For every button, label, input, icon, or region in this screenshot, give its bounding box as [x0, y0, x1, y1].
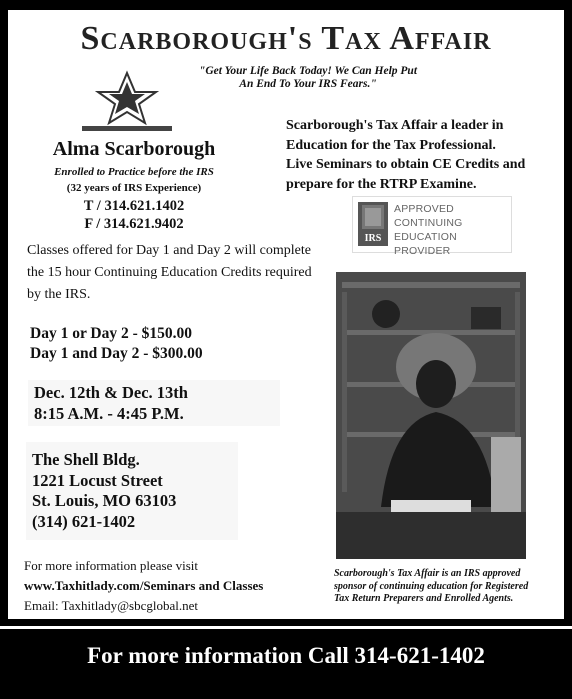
classes-line-3: by the IRS. — [27, 287, 91, 302]
address-phone: (314) 621-1402 — [32, 511, 136, 531]
footer-divider — [0, 626, 572, 629]
flyer-page — [8, 10, 564, 619]
price-single-day: Day 1 or Day 2 - $150.00 — [30, 325, 193, 342]
more-info-label: For more information please visit — [24, 558, 199, 573]
tagline — [128, 65, 488, 91]
company-logo — [82, 70, 172, 136]
tagline-line-1: "Get Your Life Back Today! We Can Help Put — [198, 65, 418, 77]
portrait-photo — [336, 272, 526, 559]
footer-call-text: For more information Call 314-621-1402 — [87, 643, 485, 668]
address-street: 1221 Locust Street — [32, 470, 163, 490]
irs-logo-text: IRS — [364, 233, 382, 244]
experience-text: (32 years of IRS Experience) — [66, 182, 202, 194]
classes-description — [27, 240, 327, 306]
sponsor-note — [334, 568, 564, 606]
pricing — [30, 324, 270, 364]
intro-text — [286, 116, 558, 194]
schedule — [28, 380, 280, 426]
enrolled-text: Enrolled to Practice before the IRS — [54, 166, 214, 178]
sponsor-line-1: Scarborough's Tax Affair is an IRS approved — [334, 568, 521, 579]
sponsor-line-2: sponsor of continuing education for Registered — [334, 580, 529, 592]
email-link[interactable]: Email: Taxhitlady@sbcglobal.net — [24, 598, 199, 613]
intro-line-3: Live Seminars to obtain CE Credits and — [286, 157, 526, 172]
sponsor-line-3: Tax Return Preparers and Enrolled Agents. — [334, 593, 514, 604]
contact-name: Alma Scarborough — [52, 138, 216, 160]
address-city: St. Louis, MO 63103 — [32, 491, 177, 510]
badge-text — [394, 202, 509, 258]
classes-line-2: the 15 hour Continuing Education Credits required — [27, 265, 312, 280]
page-title: Scarborough's Tax Affair — [80, 20, 492, 57]
badge-line-3: PROVIDER — [394, 245, 451, 257]
approved-provider-badge — [352, 196, 512, 257]
logo-banner — [82, 126, 172, 131]
tagline-line-2: An End To Your IRS Fears." — [239, 78, 377, 90]
irs-logo-icon — [358, 202, 388, 246]
website-link[interactable]: www.Taxhitlady.com/Seminars and Classes — [24, 578, 264, 593]
badge-line-2: CONTINUING EDUCATION — [394, 217, 463, 243]
badge-line-1: APPROVED — [394, 203, 454, 215]
fax-number: F / 314.621.9402 — [84, 216, 184, 232]
schedule-time: 8:15 A.M. - 4:45 P.M. — [34, 404, 184, 423]
price-both-days: Day 1 and Day 2 - $300.00 — [30, 345, 203, 362]
intro-line-1: Scarborough's Tax Affair a leader in — [286, 118, 504, 133]
phone-number: T / 314.621.1402 — [83, 198, 185, 214]
intro-line-4: prepare for the RTRP Examine. — [286, 176, 477, 192]
location-address — [26, 442, 238, 540]
address-building: The Shell Bldg. — [32, 450, 140, 469]
star-logo-icon — [82, 70, 172, 126]
schedule-dates: Dec. 12th & Dec. 13th — [34, 383, 188, 402]
classes-line-1: Classes offered for Day 1 and Day 2 will complete — [27, 243, 311, 258]
intro-line-2: Education for the Tax Professional. — [286, 137, 496, 153]
